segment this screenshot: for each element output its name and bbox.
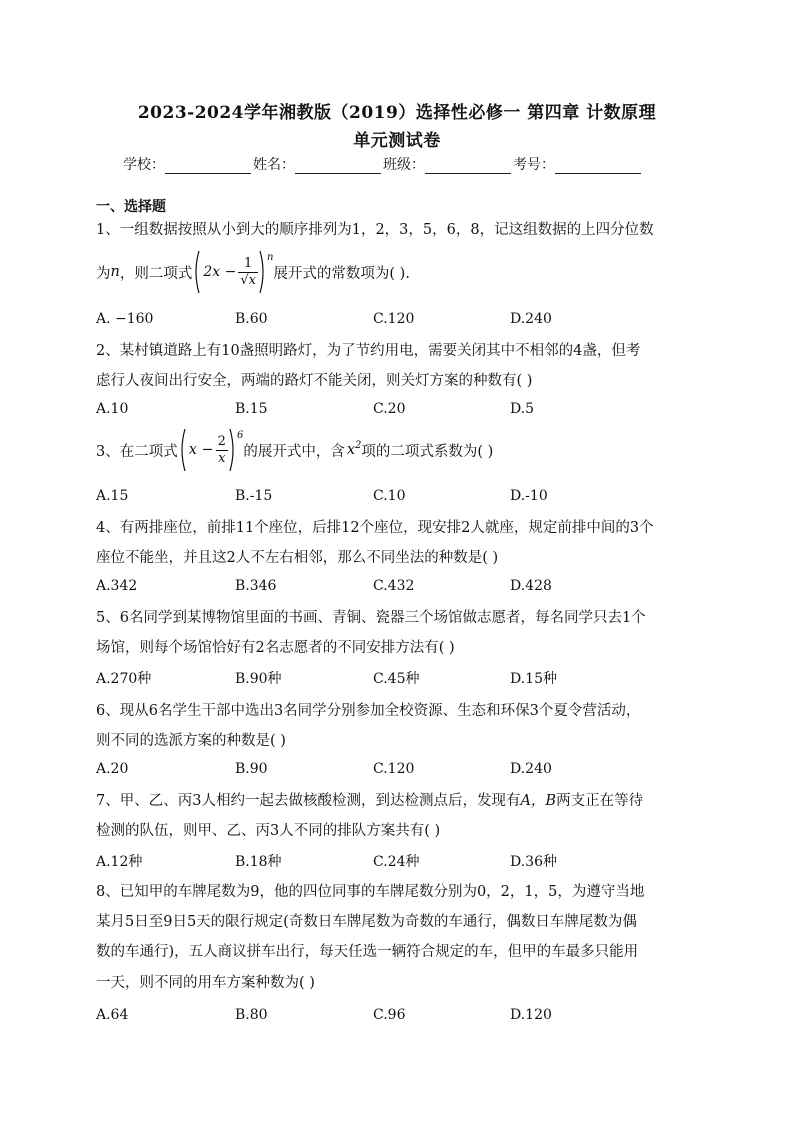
- q2-line2: 虑行人夜间出行安全，两端的路灯不能关闭，则关灯方案的种数有( ): [96, 373, 533, 389]
- q6-option-a[interactable]: A.20: [96, 761, 129, 777]
- q5-options: [96, 668, 696, 686]
- q2-option-c[interactable]: C.20: [373, 401, 406, 417]
- q1-option-b[interactable]: B.60: [235, 311, 268, 327]
- q1-option-d[interactable]: D.240: [510, 311, 552, 327]
- q1-line2-mid: ，则二项式: [119, 265, 193, 282]
- q1-exponent: n: [266, 252, 274, 263]
- q8-line4: 一天，则不同的用车方案种数为( ): [96, 975, 315, 991]
- q4-line1: 4、有两排座位，前排11个座位，后排12个座位，现安排2人就座，规定前排中间的3个: [96, 520, 654, 536]
- q3-frac-den: x: [218, 450, 226, 466]
- q6-option-d[interactable]: D.240: [510, 761, 552, 777]
- q4-options: [96, 578, 696, 596]
- q1-options: [96, 311, 696, 329]
- q5-option-c[interactable]: C.45种: [373, 671, 420, 687]
- q8-option-d[interactable]: D.120: [510, 1007, 552, 1023]
- student-info-fields: [123, 154, 643, 174]
- q3-exponent: 6: [236, 430, 244, 441]
- q5-option-b[interactable]: B.90种: [235, 671, 282, 687]
- q3-right-paren: [228, 428, 237, 472]
- q6-line1: 6、现从6名学生干部中选出3名同学分别参加全校资源、生态和环保3个夏令营活动，: [96, 703, 641, 719]
- q8-option-b[interactable]: B.80: [235, 1007, 268, 1023]
- q6-option-c[interactable]: C.120: [373, 761, 415, 777]
- field-number-label: 考号：: [513, 157, 555, 173]
- q3-expr-head: x −: [188, 442, 214, 458]
- q4-line2: 座位不能坐，并且这2人不左右相邻，那么不同坐法的种数是( ): [96, 550, 499, 566]
- q1-fraction: [238, 256, 258, 289]
- q7-line1-prefix: 7、甲、乙、丙3人相约一起去做核酸检测，到达检测点后，发现有: [96, 793, 521, 809]
- q8-option-c[interactable]: C.96: [373, 1007, 406, 1023]
- q2-option-b[interactable]: B.15: [235, 401, 268, 417]
- q3-left-paren: [178, 428, 187, 472]
- q8-options: [96, 1007, 696, 1025]
- section-title: 一、选择题: [96, 199, 166, 215]
- q2-option-d[interactable]: D.5: [510, 401, 535, 417]
- q6-option-b[interactable]: B.90: [235, 761, 268, 777]
- q1-line2: [96, 250, 410, 294]
- q7-line1-vars: A，B: [520, 793, 557, 809]
- q6-line2: 则不同的选派方案的种数是( ): [96, 733, 286, 749]
- q8-option-a[interactable]: A.64: [96, 1007, 129, 1023]
- q4-option-a[interactable]: A.342: [96, 578, 138, 594]
- q1-var-n: n: [110, 264, 120, 280]
- q4-option-d[interactable]: D.428: [510, 578, 552, 594]
- q7-line1-suffix: 两支正在等待: [556, 793, 644, 809]
- q8-line3: 数的车通行)，五人商议拼车出行，每天任选一辆符合规定的车，但甲的车最多只能用: [96, 944, 639, 960]
- q3-option-b[interactable]: B.-15: [235, 488, 273, 504]
- field-name-blank: [295, 159, 381, 174]
- q1-line2-prefix: 为: [96, 265, 111, 282]
- q2-line1: 2、某村镇道路上有10盏照明路灯，为了节约用电，需要关闭其中不相邻的4盏，但考: [96, 343, 641, 359]
- q7-option-c[interactable]: C.24种: [373, 854, 420, 870]
- q1-option-c[interactable]: C.120: [373, 311, 415, 327]
- q1-line2-suffix: 展开式的常数项为( ).: [273, 265, 410, 282]
- q7-option-b[interactable]: B.18种: [235, 854, 282, 870]
- q1-line1: 1、一组数据按照从小到大的顺序排列为1，2，3，5，6，8，记这组数据的上四分位数: [96, 222, 654, 238]
- q7-options: [96, 851, 696, 869]
- field-name-label: 姓名：: [253, 157, 295, 173]
- q1-left-paren: [192, 250, 201, 294]
- field-school-blank: [165, 159, 251, 174]
- q2-option-a[interactable]: A.10: [96, 401, 129, 417]
- field-number-blank: [555, 159, 641, 174]
- q3-var-exponent: 2: [355, 440, 362, 451]
- q1-frac-num: 1: [238, 256, 258, 273]
- q5-line1: 5、6名同学到某博物馆里面的书画、青铜、瓷器三个场馆做志愿者，每名同学只去1个: [96, 610, 646, 626]
- q3-fraction: [216, 434, 228, 467]
- q8-line2: 某月5日至9日5天的限行规定(奇数日车牌尾数为奇数的车通行，偶数日车牌尾数为偶: [96, 914, 637, 930]
- exam-title-line2: 单元测试卷: [353, 131, 441, 151]
- q3-mid: 的展开式中，含: [243, 443, 345, 460]
- q1-expr-head: 2x −: [203, 264, 237, 280]
- q4-option-b[interactable]: B.346: [235, 578, 277, 594]
- field-class-blank: [425, 159, 511, 174]
- q7-line2: 检测的队伍，则甲、乙、丙3人不同的排队方案共有( ): [96, 823, 441, 839]
- q1-right-paren: [258, 250, 267, 294]
- q3-suffix: 项的二项式系数为( ): [361, 443, 494, 460]
- q7-option-a[interactable]: A.12种: [96, 854, 143, 870]
- q3-option-d[interactable]: D.-10: [510, 488, 548, 504]
- q1-option-a[interactable]: A. −160: [96, 311, 154, 327]
- q3-var-x: x: [346, 442, 356, 458]
- q3-prefix: 3、在二项式: [96, 443, 178, 460]
- q7-line1: [96, 789, 643, 810]
- q5-line2: 场馆，则每个场馆恰好有2名志愿者的不同安排方法有( ): [96, 640, 455, 656]
- field-school-label: 学校：: [123, 157, 165, 173]
- q4-option-c[interactable]: C.432: [373, 578, 415, 594]
- q5-option-d[interactable]: D.15种: [510, 671, 557, 687]
- q3-options: [96, 488, 696, 506]
- q8-line1: 8、已知甲的车牌尾数为9，他的四位同事的车牌尾数分别为0，2，1，5，为遵守当地: [96, 884, 645, 900]
- q2-options: [96, 401, 696, 419]
- q1-frac-den: √x: [240, 272, 256, 288]
- q5-option-a[interactable]: A.270种: [96, 671, 152, 687]
- q3-frac-num: 2: [217, 433, 226, 449]
- q7-option-d[interactable]: D.36种: [510, 854, 557, 870]
- q3-line1: [96, 428, 493, 472]
- field-class-label: 班级：: [383, 157, 425, 173]
- q3-option-c[interactable]: C.10: [373, 488, 406, 504]
- q6-options: [96, 761, 696, 779]
- q3-option-a[interactable]: A.15: [96, 488, 129, 504]
- exam-title-line1: 2023-2024学年湘教版（2019）选择性必修一 第四章 计数原理: [137, 103, 657, 123]
